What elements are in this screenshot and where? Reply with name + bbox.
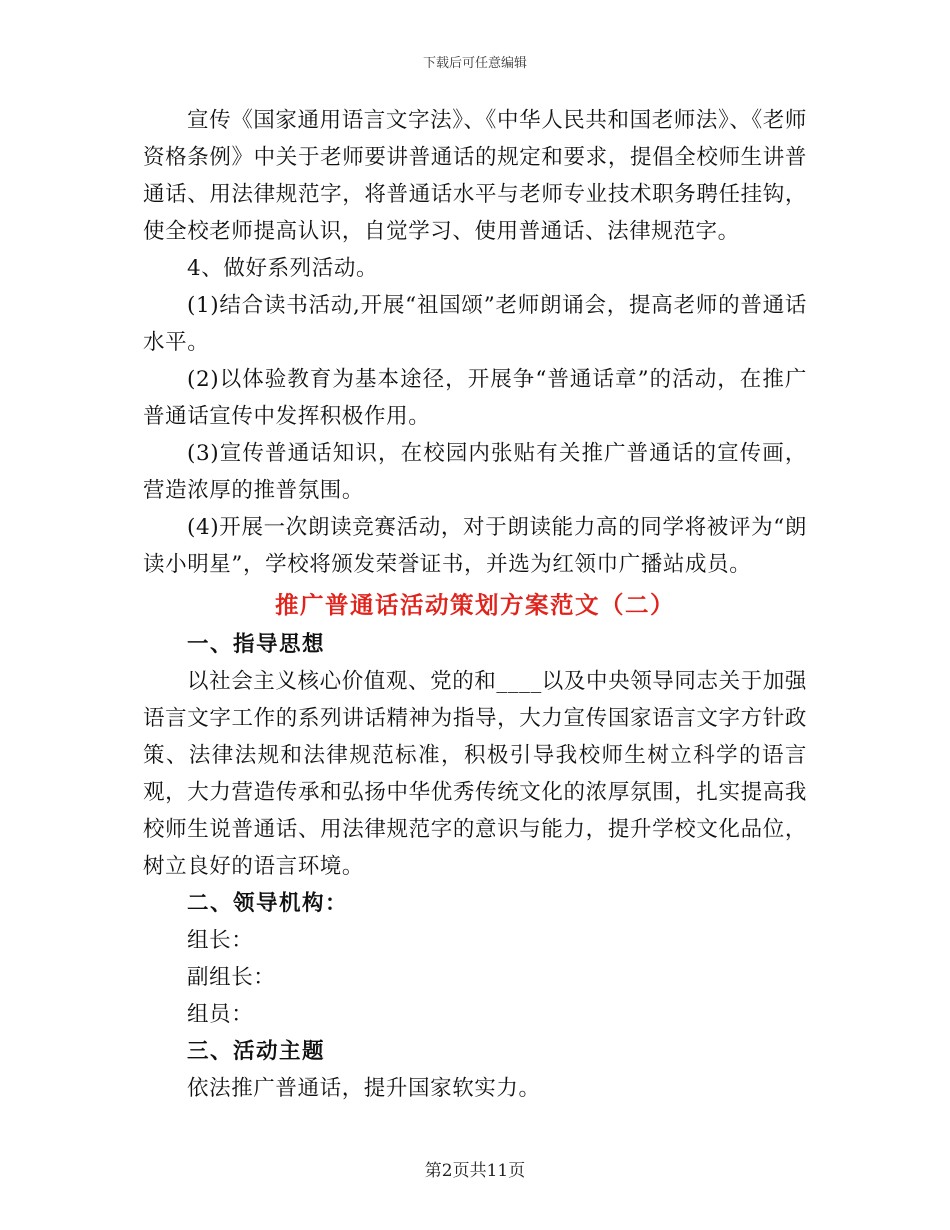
heading-leadership: 二、领导机构： (187, 891, 349, 916)
vice-leader-line: 副组长： (187, 965, 276, 990)
leader-line: 组长： (187, 928, 254, 953)
heading-guiding-thought: 一、指导思想 (187, 632, 326, 657)
theme-line: 依法推广普通话，提升国家软实力。 (187, 1076, 541, 1101)
heading-theme: 三、活动主题 (187, 1039, 326, 1064)
page-footer: 第2页共11页 (424, 1161, 526, 1181)
section-title: 推广普通话活动策划方案范文（二） (275, 591, 675, 619)
document-body (143, 102, 807, 1107)
law-paragraph: 宣传《国家通用语言文字法》、《中华人民共和国老师法》、《老师资格条例》中关于老师要讲普通话的规定和要求，提倡全校师生讲普通话、用法律规范字，将普通话水平与老师专业技术职务聘任挂钩，使全校老师提高认识，自觉学习、使用普通话、法律规范字。 (143, 108, 808, 244)
item-4: 4、做好系列活动。 (187, 256, 379, 281)
guiding-thought-paragraph: 以社会主义核心价值观、党的和____以及中央领导同志关于加强语言文字工作的系列讲话精神为指导，大力宣传国家语言文字方针政策、法律法规和法律规范标准，积极引导我校师生树立科学的语言观，大力营造传承和弘扬中华优秀传统文化的浓厚氛围，扎实提高我校师生说普通话、用法律规范字的意识与能力，提升学校文化品位，树立良好的语言环境。 (143, 669, 808, 879)
activity-1: (1)结合读书活动,开展“祖国颂”老师朗诵会，提高老师的普通话水平。 (143, 293, 807, 355)
activity-3: (3)宣传普通话知识，在校园内张贴有关推广普通话的宣传画，营造浓厚的推普氛围。 (143, 441, 807, 503)
members-line: 组员： (187, 1002, 254, 1027)
activity-2: (2)以体验教育为基本途径，开展争“普通话章”的活动，在推广普通话宣传中发挥积极作用。 (143, 367, 807, 429)
activity-4: (4)开展一次朗读竞赛活动，对于朗读能力高的同学将被评为“朗读小明星”，学校将颁发荣誉证书，并选为红领巾广播站成员。 (143, 515, 807, 577)
page-header: 下载后可任意编辑 (422, 56, 527, 71)
